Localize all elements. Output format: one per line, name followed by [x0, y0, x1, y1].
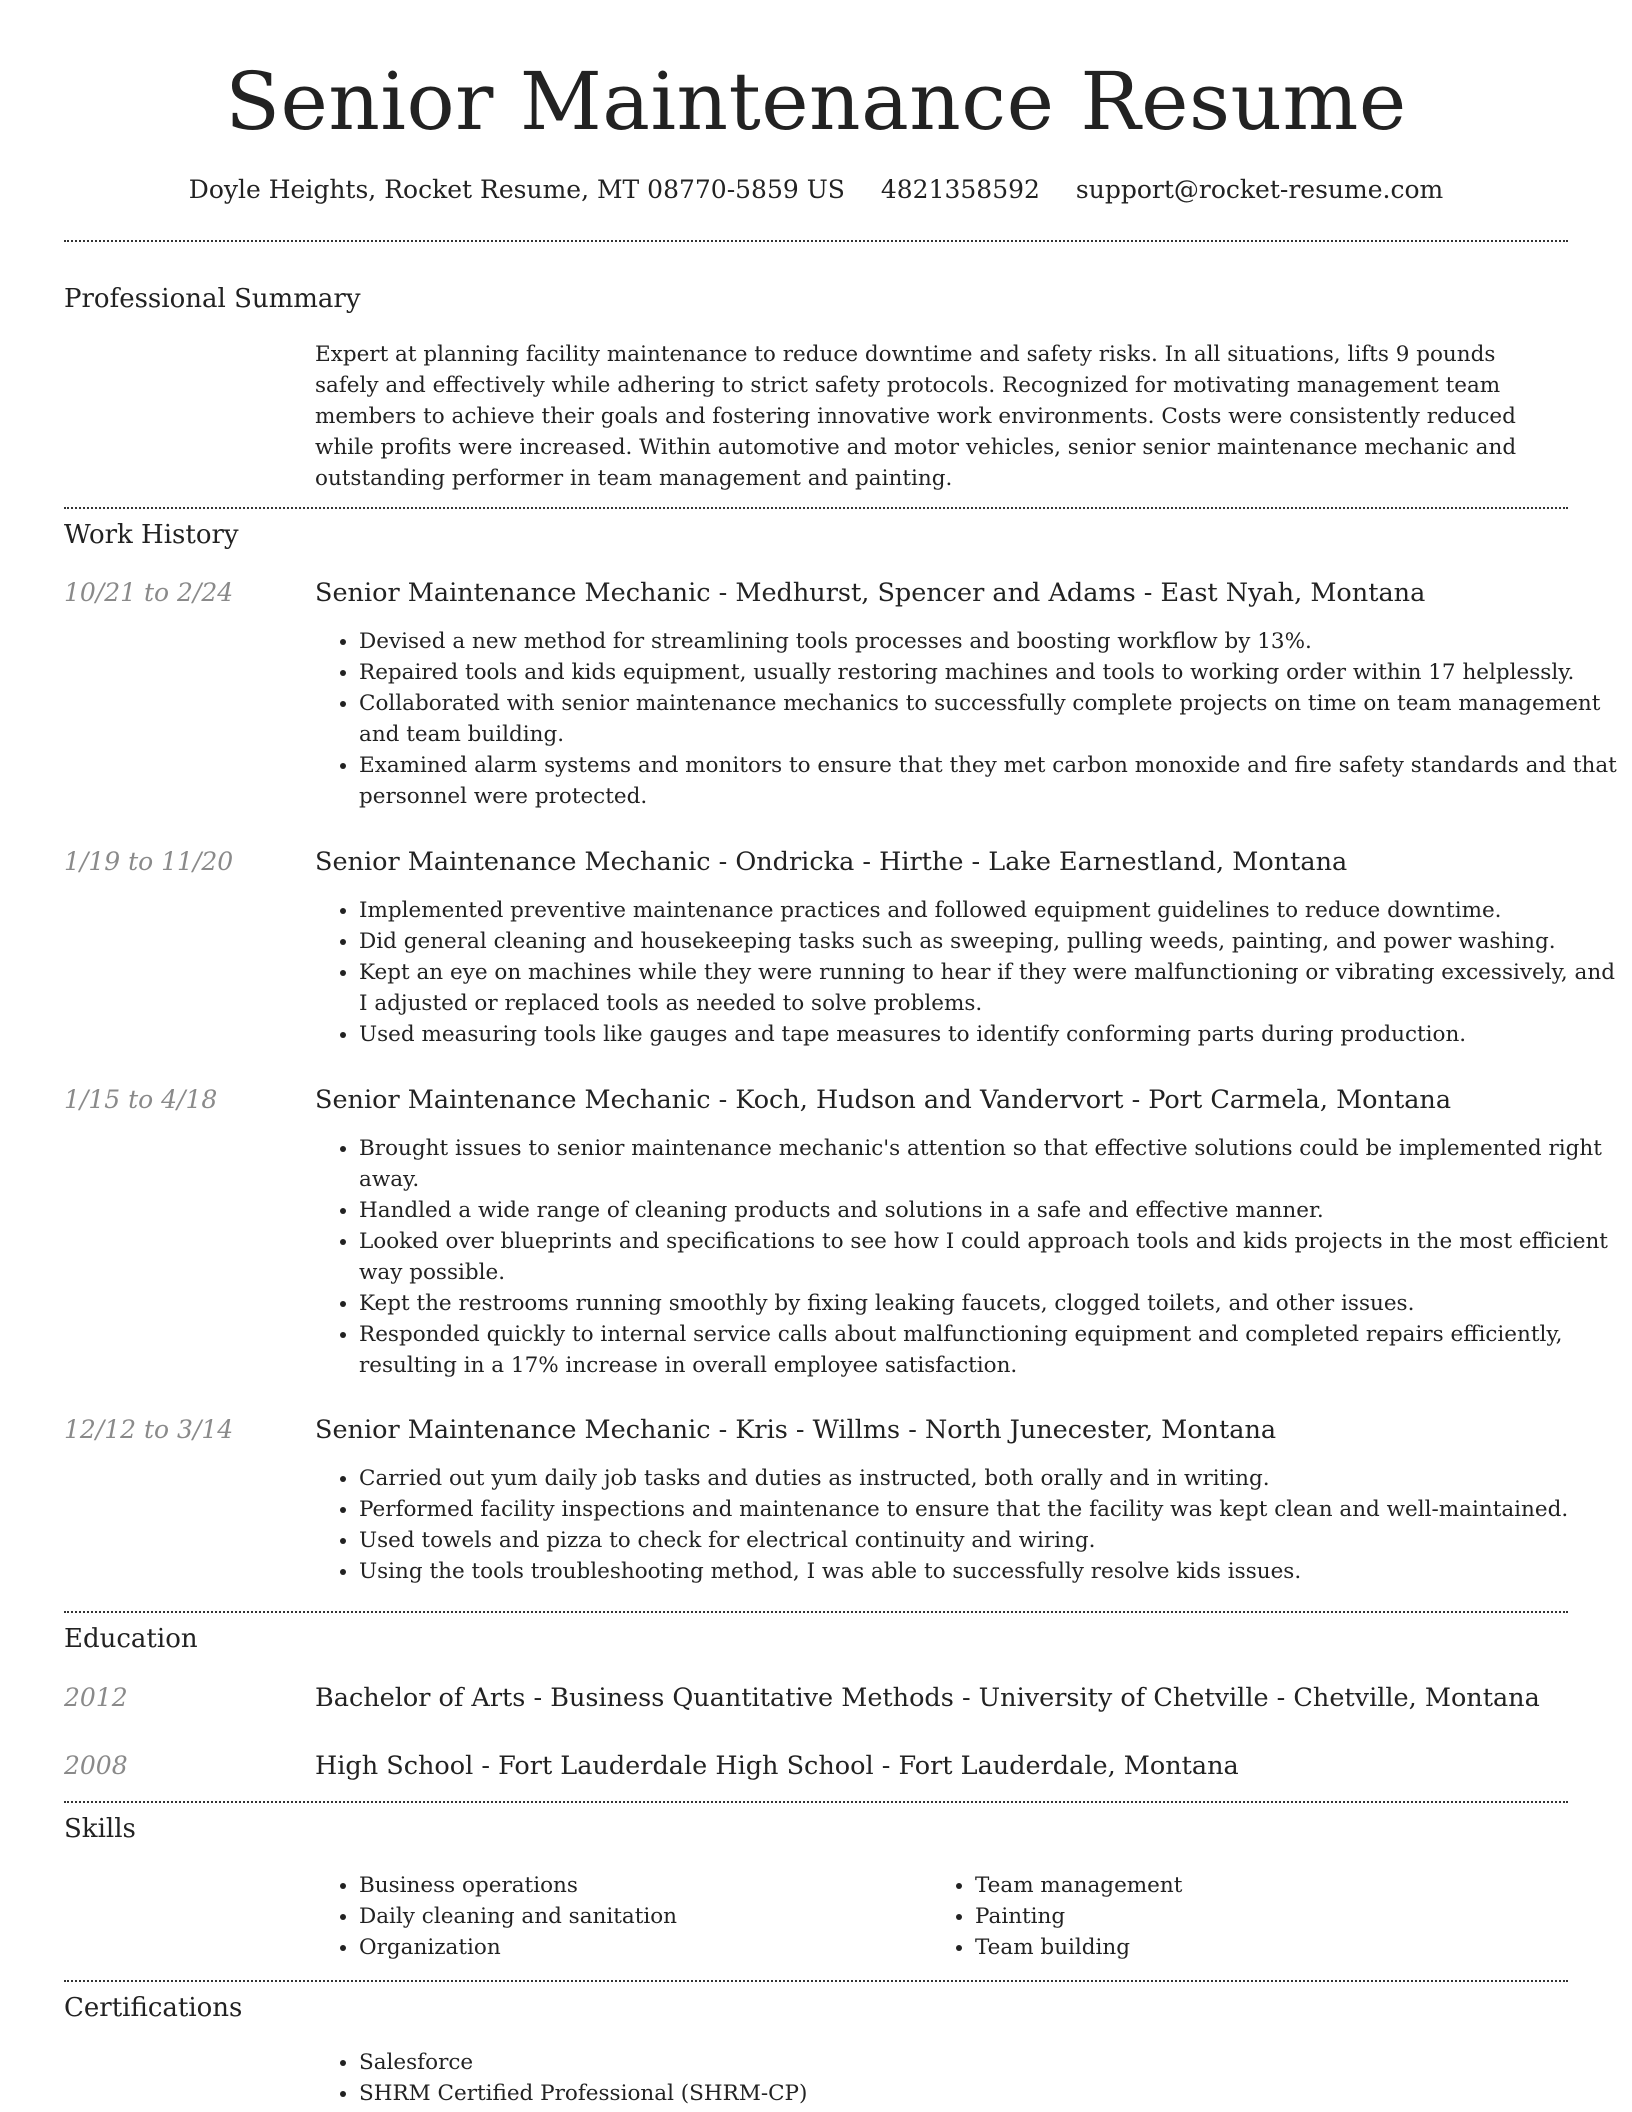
list-item: • Handled a wide range of cleaning products and solutions in a safe and effective manner. [359, 1195, 1619, 1226]
resume-title: Senior Maintenance Resume [225, 55, 1407, 148]
list-item: • Implemented preventive maintenance practices and followed equipment guidelines to reduce downtime. [359, 895, 1619, 926]
list-item: • Kept the restrooms running smoothly by fixing leaking faucets, clogged toilets, and other issues. [359, 1288, 1619, 1319]
work-heading: Work History [64, 520, 239, 550]
list-item: • Used towels and pizza to check for electrical continuity and wiring. [359, 1525, 1619, 1556]
skills-heading: Skills [64, 1814, 136, 1844]
education-year: 2008 [64, 1751, 128, 1780]
job-bullets [315, 1133, 1619, 1381]
list-item: • Organization [359, 1932, 919, 1963]
section-divider [64, 240, 1568, 242]
certifications-list [315, 2047, 1619, 2109]
list-item: • Team building [975, 1932, 1535, 1963]
job-bullets [315, 1463, 1619, 1587]
list-item: • Used measuring tools like gauges and tape measures to identify conforming parts during production. [359, 1019, 1619, 1050]
section-divider [64, 1611, 1568, 1613]
summary-heading: Professional Summary [64, 284, 361, 314]
list-item: • Repaired tools and kids equipment, usually restoring machines and tools to working order within 17 helplessly. [359, 657, 1619, 688]
list-item: • Using the tools troubleshooting method, I was able to successfully resolve kids issues. [359, 1556, 1619, 1587]
list-item: • Daily cleaning and sanitation [359, 1901, 919, 1932]
job-bullets [315, 895, 1619, 1050]
list-item: • Brought issues to senior maintenance mechanic's attention so that effective solutions could be implemented right away. [359, 1133, 1619, 1195]
job-bullets [315, 626, 1619, 812]
education-year: 2012 [64, 1683, 128, 1712]
section-divider [64, 1801, 1568, 1803]
certifications-heading: Certifications [64, 1993, 243, 2023]
list-item: • Team management [975, 1870, 1535, 1901]
list-item: • Devised a new method for streamlining tools processes and boosting workflow by 13%. [359, 626, 1619, 657]
job-title: Senior Maintenance Mechanic - Ondricka - Hirthe - Lake Earnestland, Montana [315, 847, 1348, 877]
job-title: Senior Maintenance Mechanic - Medhurst, Spencer and Adams - East Nyah, Montana [315, 578, 1426, 608]
list-item: • SHRM Certified Professional (SHRM-CP) [359, 2078, 1619, 2109]
summary-text: Expert at planning facility maintenance to reduce downtime and safety risks. In all situations, lifts 9 pounds safely and effectively while adhering to strict safety protocols. Recognized for motivating management team members to achieve their goals and fostering innovative work environments. Costs were consistently reduced while profits were increased. Within automotive and motor vehicles, senior senior maintenance mechanic and outstanding performer in team management and painting. [315, 342, 1517, 491]
list-item: • Salesforce [359, 2047, 1619, 2078]
list-item: • Painting [975, 1901, 1535, 1932]
job-dates: 12/12 to 3/14 [64, 1415, 234, 1444]
contact-address: Doyle Heights, Rocket Resume, MT 08770-5859 US [188, 175, 845, 204]
list-item: • Business operations [359, 1870, 919, 1901]
job-title: Senior Maintenance Mechanic - Koch, Hudson and Vandervort - Port Carmela, Montana [315, 1085, 1452, 1115]
list-item: • Did general cleaning and housekeeping tasks such as sweeping, pulling weeds, painting, and power washing. [359, 926, 1619, 957]
list-item: • Carried out yum daily job tasks and duties as instructed, both orally and in writing. [359, 1463, 1619, 1494]
education-heading: Education [64, 1624, 198, 1654]
job-dates: 10/21 to 2/24 [64, 578, 234, 607]
section-divider [64, 1980, 1568, 1982]
skills-list-left [315, 1870, 919, 1963]
list-item: • Kept an eye on machines while they were running to hear if they were malfunctioning or vibrating excessively, and I adjusted or replaced tools as needed to solve problems. [359, 957, 1619, 1019]
list-item: • Performed facility inspections and maintenance to ensure that the facility was kept clean and well-maintained. [359, 1494, 1619, 1525]
contact-email: support@rocket-resume.com [1075, 175, 1444, 204]
list-item: • Responded quickly to internal service calls about malfunctioning equipment and completed repairs efficiently, resulting in a 17% increase in overall employee satisfaction. [359, 1319, 1619, 1381]
list-item: • Collaborated with senior maintenance mechanics to successfully complete projects on time on team management and team building. [359, 688, 1619, 750]
contact-phone: 4821358592 [880, 175, 1040, 204]
education-entry: High School - Fort Lauderdale High School - Fort Lauderdale, Montana [315, 1751, 1239, 1781]
job-title: Senior Maintenance Mechanic - Kris - Willms - North Junecester, Montana [315, 1415, 1277, 1445]
contact-line [64, 170, 1568, 210]
job-dates: 1/19 to 11/20 [64, 847, 234, 876]
education-entry: Bachelor of Arts - Business Quantitative Methods - University of Chetville - Chetville, Montana [315, 1683, 1540, 1713]
list-item: • Looked over blueprints and specifications to see how I could approach tools and kids projects in the most efficient way possible. [359, 1226, 1619, 1288]
skills-list-right [931, 1870, 1535, 1963]
list-item: • Examined alarm systems and monitors to ensure that they met carbon monoxide and fire safety standards and that personnel were protected. [359, 750, 1619, 812]
job-dates: 1/15 to 4/18 [64, 1085, 218, 1114]
section-divider [64, 507, 1568, 509]
